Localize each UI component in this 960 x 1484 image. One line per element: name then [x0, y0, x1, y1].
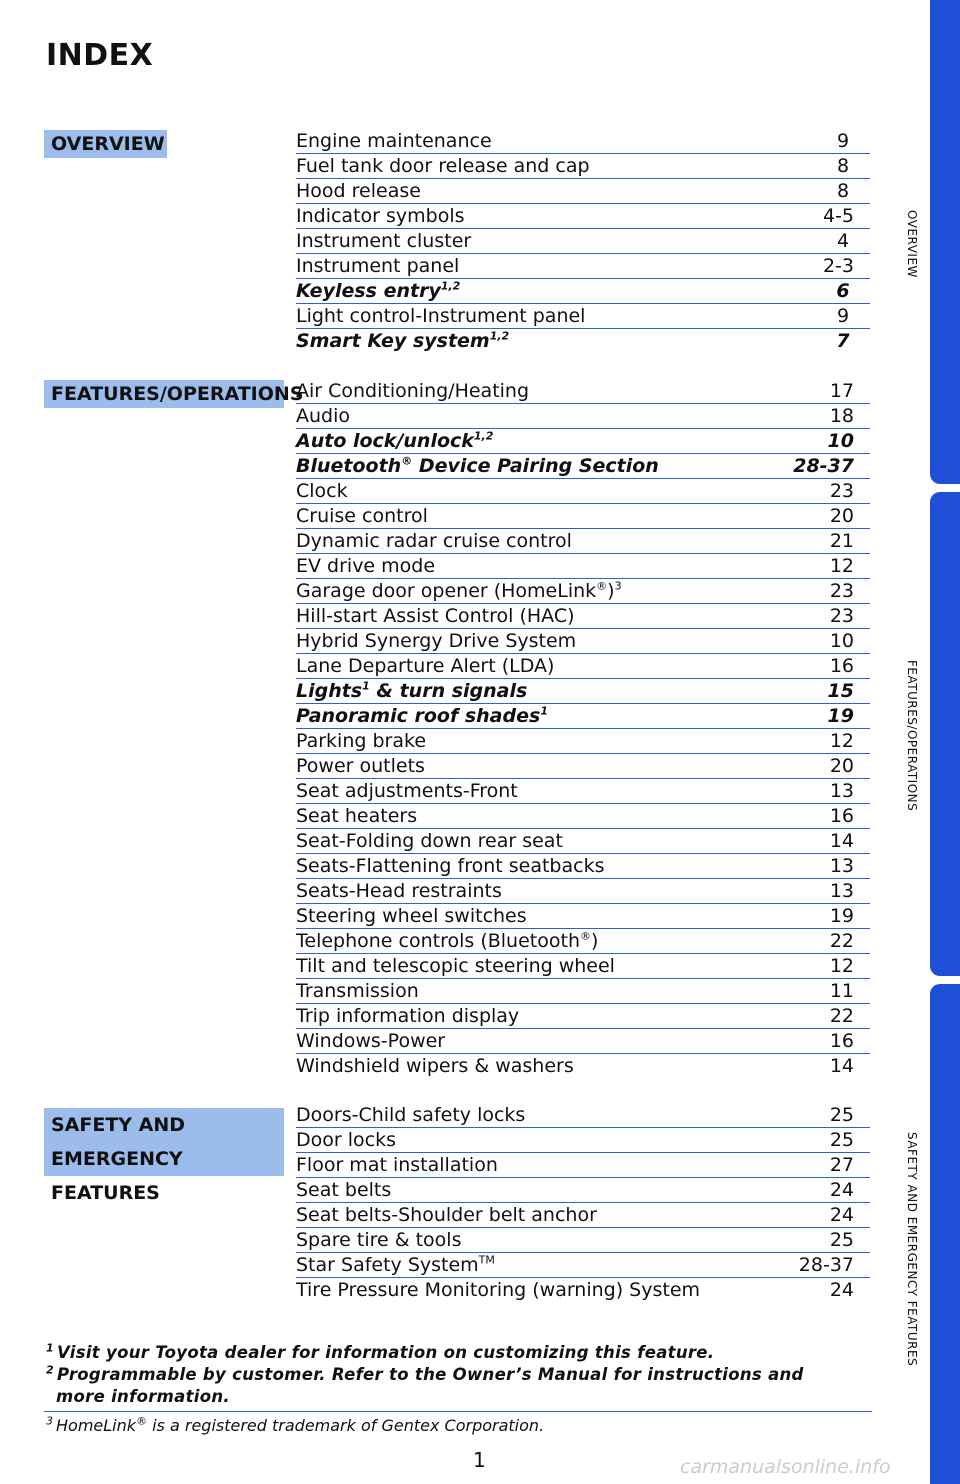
entry-page: 12	[829, 955, 854, 977]
page-number: 1	[473, 1448, 486, 1472]
entry-footnote-ref: TM	[478, 1253, 495, 1267]
entry-text: Power outlets	[296, 755, 425, 777]
entry-text: Telephone controls (Bluetooth	[296, 930, 580, 952]
entry-label	[296, 604, 575, 628]
entry-text: Smart Key system	[296, 330, 490, 352]
index-entry	[296, 604, 870, 629]
index-entry	[296, 654, 870, 679]
entry-text: Seat belts	[296, 1179, 392, 1201]
entry-page: 8	[836, 155, 850, 177]
entry-label	[296, 829, 563, 853]
entry-label	[296, 1203, 597, 1227]
entry-page: 8	[836, 180, 850, 202]
entry-label	[296, 1029, 445, 1053]
index-entry	[296, 179, 870, 204]
index-entry	[296, 454, 870, 479]
footnote-mark: 2	[46, 1363, 54, 1377]
entry-page: 10	[829, 630, 854, 652]
entry-text: Lights	[296, 680, 363, 702]
index-entry	[296, 379, 870, 404]
index-entry	[296, 479, 870, 504]
entry-label	[296, 1178, 391, 1202]
entry-page: 25	[829, 1129, 854, 1151]
entry-label	[296, 904, 527, 928]
entry-text: Door locks	[296, 1129, 396, 1151]
entry-label	[296, 954, 615, 978]
entry-text: Transmission	[296, 980, 419, 1002]
entry-label	[296, 679, 527, 703]
entry-label	[296, 579, 622, 603]
entry-text: Seat-Folding down rear seat	[296, 830, 563, 852]
entry-text: Parking brake	[296, 730, 427, 752]
entry-label	[296, 379, 529, 403]
index-entry	[296, 829, 870, 854]
index-entry	[296, 1203, 870, 1228]
entry-page: 12	[829, 730, 854, 752]
entry-label	[296, 204, 465, 228]
entry-page: 6	[836, 280, 850, 302]
footnote-text: Visit your Toyota dealer for information on customizing this feature.	[56, 1343, 715, 1362]
entry-text: Dynamic radar cruise control	[296, 530, 572, 552]
index-entry	[296, 1253, 870, 1278]
index-entry	[296, 554, 870, 579]
side-tab-features-operations[interactable]	[930, 492, 960, 976]
entry-text: Seat belts-Shoulder belt anchor	[296, 1204, 597, 1226]
entry-label	[296, 629, 576, 653]
footnote-2	[46, 1364, 804, 1408]
entry-footnote-ref: 1,2	[489, 329, 510, 343]
entry-text: Instrument panel	[296, 255, 460, 277]
index-entry	[296, 429, 870, 454]
index-entry	[296, 729, 870, 754]
entry-text: Trip information display	[296, 1005, 520, 1027]
entry-page: 13	[829, 780, 854, 802]
entry-text: Seat adjustments-Front	[296, 780, 518, 802]
footnote-text: HomeLink	[56, 1416, 137, 1435]
index-entry	[296, 154, 870, 179]
footnote-text-tail: is a registered trademark of Gentex Corporation.	[147, 1416, 545, 1435]
entry-page: 20	[829, 505, 854, 527]
overview-entries	[296, 129, 870, 354]
category-safety-emergency	[44, 1108, 284, 1204]
index-entry	[296, 329, 870, 354]
entry-text: Bluetooth	[296, 455, 402, 477]
entry-page: 10	[827, 430, 854, 452]
category-label: FEATURES/OPERATIONS	[51, 383, 304, 405]
side-tab-overview[interactable]	[930, 0, 960, 484]
entry-text: Panoramic roof shades	[296, 705, 541, 727]
entry-text-tail: Device Pairing Section	[412, 455, 659, 477]
footnote-divider	[44, 1411, 872, 1412]
entry-text: Doors-Child safety locks	[296, 1104, 526, 1126]
footnote-text-cont: more information.	[56, 1387, 230, 1406]
entry-label	[296, 179, 421, 203]
entry-footnote-ref: 1	[540, 704, 548, 718]
index-entry	[296, 1004, 870, 1029]
features-operations-entries	[296, 379, 870, 1079]
entry-page: 11	[829, 980, 854, 1002]
entry-page: 19	[829, 905, 854, 927]
entry-footnote-ref: 1,2	[440, 279, 461, 293]
index-entry	[296, 1054, 870, 1079]
entry-text: Star Safety System	[296, 1254, 479, 1276]
index-entry	[296, 804, 870, 829]
entry-superscript: ®	[596, 579, 608, 593]
entry-label	[296, 779, 518, 803]
entry-text: Hill-start Assist Control (HAC)	[296, 605, 575, 627]
index-entry	[296, 954, 870, 979]
category-label-line1: SAFETY AND	[51, 1114, 186, 1136]
entry-label	[296, 929, 598, 953]
entry-text: Cruise control	[296, 505, 428, 527]
index-entry	[296, 854, 870, 879]
entry-page: 16	[829, 655, 854, 677]
entry-page: 9	[836, 305, 850, 327]
entry-page: 4	[836, 230, 850, 252]
entry-label	[296, 1004, 519, 1028]
index-entry	[296, 1128, 870, 1153]
entry-text-tail: & turn signals	[369, 680, 528, 702]
footnote-mark: 3	[46, 1414, 53, 1428]
index-entry	[296, 304, 870, 329]
index-entry	[296, 1178, 870, 1203]
side-tab-label-safety: SAFETY AND EMERGENCY FEATURES	[905, 1132, 919, 1367]
side-tab-label-overview: OVERVIEW	[905, 210, 919, 278]
index-entry	[296, 254, 870, 279]
entry-page: 27	[829, 1154, 854, 1176]
page-title: INDEX	[46, 38, 154, 73]
index-entry	[296, 579, 870, 604]
entry-label	[296, 754, 425, 778]
footnote-1	[46, 1342, 714, 1364]
entry-label	[296, 529, 572, 553]
index-entry	[296, 1029, 870, 1054]
index-entry	[296, 1153, 870, 1178]
entry-text: Indicator symbols	[296, 205, 465, 227]
entry-page: 25	[829, 1104, 854, 1126]
entry-page: 13	[829, 855, 854, 877]
index-entry	[296, 704, 870, 729]
safety-emergency-entries	[296, 1103, 870, 1303]
index-entry	[296, 629, 870, 654]
entry-page: 2-3	[822, 255, 854, 277]
watermark: carmanualsonline.info	[680, 1456, 891, 1478]
entry-superscript: 1	[362, 679, 370, 693]
entry-label	[296, 1253, 495, 1277]
entry-text: Seat heaters	[296, 805, 418, 827]
entry-page: 22	[829, 930, 854, 952]
entry-label	[296, 1054, 574, 1078]
entry-text: Seats-Flattening front seatbacks	[296, 855, 605, 877]
entry-page: 16	[829, 1030, 854, 1052]
entry-text: Garage door opener (HomeLink	[296, 580, 597, 602]
index-entry	[296, 129, 870, 154]
index-entry	[296, 879, 870, 904]
entry-superscript: ®	[579, 929, 591, 943]
entry-text: Seats-Head restraints	[296, 880, 502, 902]
entry-label	[296, 304, 585, 328]
entry-label	[296, 1153, 498, 1177]
entry-text: Audio	[296, 405, 351, 427]
entry-footnote-ref: 3	[614, 579, 622, 593]
index-entry	[296, 754, 870, 779]
entry-page: 20	[829, 755, 854, 777]
index-entry	[296, 1228, 870, 1253]
entry-label	[296, 404, 350, 428]
entry-page: 25	[829, 1229, 854, 1251]
entry-label	[296, 854, 604, 878]
entry-label	[296, 329, 509, 353]
side-tab-label-features: FEATURES/OPERATIONS	[905, 660, 919, 812]
entry-label	[296, 1103, 525, 1127]
entry-page: 7	[836, 330, 850, 352]
entry-text: Keyless entry	[296, 280, 441, 302]
entry-page: 23	[829, 580, 854, 602]
entry-label	[296, 729, 426, 753]
entry-text: Floor mat installation	[296, 1154, 498, 1176]
entry-label	[296, 454, 659, 478]
entry-page: 24	[829, 1179, 854, 1201]
entry-page: 14	[829, 1055, 854, 1077]
entry-text: Tire Pressure Monitoring (warning) System	[296, 1279, 701, 1301]
entry-page: 14	[829, 830, 854, 852]
footnote-3	[46, 1416, 544, 1435]
entry-label	[296, 1278, 700, 1302]
entry-text: Windshield wipers & washers	[296, 1055, 574, 1077]
index-entry	[296, 529, 870, 554]
index-entry	[296, 204, 870, 229]
entry-label	[296, 154, 590, 178]
footnote-text: Programmable by customer. Refer to the Owner’s Manual for instructions and	[56, 1365, 804, 1384]
entry-text: Light control-Instrument panel	[296, 305, 586, 327]
entry-text: Hood release	[296, 180, 421, 202]
entry-label	[296, 479, 348, 503]
entry-page: 4-5	[822, 205, 854, 227]
entry-page: 9	[836, 130, 850, 152]
entry-text: Hybrid Synergy Drive System	[296, 630, 577, 652]
entry-page: 12	[829, 555, 854, 577]
entry-text: Spare tire & tools	[296, 1229, 462, 1251]
index-entry	[296, 779, 870, 804]
entry-label	[296, 429, 493, 453]
entry-page: 21	[829, 530, 854, 552]
entry-text: Instrument cluster	[296, 230, 472, 252]
entry-label	[296, 504, 428, 528]
entry-label	[296, 554, 435, 578]
entry-page: 17	[829, 380, 854, 402]
index-entry	[296, 1278, 870, 1303]
entry-text: Clock	[296, 480, 348, 502]
entry-text: Auto lock/unlock	[296, 430, 474, 452]
entry-page: 23	[829, 605, 854, 627]
entry-page: 24	[829, 1279, 854, 1301]
category-overview	[44, 130, 167, 158]
index-entry	[296, 504, 870, 529]
index-entry	[296, 404, 870, 429]
entry-label	[296, 229, 471, 253]
entry-label	[296, 129, 492, 153]
index-entry	[296, 1103, 870, 1128]
entry-label	[296, 254, 459, 278]
entry-superscript: ®	[401, 454, 413, 468]
entry-page: 19	[827, 705, 854, 727]
category-label-line2: EMERGENCY FEATURES	[51, 1148, 183, 1204]
entry-label	[296, 279, 460, 303]
entry-label	[296, 804, 417, 828]
category-features-operations	[44, 380, 304, 408]
index-entry	[296, 229, 870, 254]
entry-footnote-ref: 1,2	[473, 429, 494, 443]
side-tab-safety-emergency[interactable]	[930, 984, 960, 1484]
index-entry	[296, 979, 870, 1004]
entry-page: 28-37	[793, 455, 854, 477]
index-entry	[296, 929, 870, 954]
entry-text: Tilt and telescopic steering wheel	[296, 955, 615, 977]
entry-label	[296, 879, 502, 903]
entry-label	[296, 704, 548, 728]
entry-page: 15	[827, 680, 854, 702]
entry-label	[296, 1228, 461, 1252]
footnote-mark: 1	[46, 1341, 54, 1355]
entry-text: Windows-Power	[296, 1030, 446, 1052]
entry-text: Steering wheel switches	[296, 905, 527, 927]
entry-page: 23	[829, 480, 854, 502]
entry-page: 13	[829, 880, 854, 902]
entry-text: Fuel tank door release and cap	[296, 155, 590, 177]
entry-text: Lane Departure Alert (LDA)	[296, 655, 555, 677]
entry-page: 24	[829, 1204, 854, 1226]
index-entry	[296, 904, 870, 929]
entry-text: Engine maintenance	[296, 130, 492, 152]
entry-label	[296, 979, 419, 1003]
entry-text-tail: )	[607, 580, 615, 602]
entry-text-tail: )	[590, 930, 599, 952]
entry-page: 28-37	[798, 1254, 854, 1276]
registered-mark: ®	[136, 1414, 148, 1428]
entry-label	[296, 1128, 396, 1152]
category-label: OVERVIEW	[51, 133, 165, 155]
entry-page: 22	[829, 1005, 854, 1027]
entry-text: Air Conditioning/Heating	[296, 380, 530, 402]
entry-page: 16	[829, 805, 854, 827]
entry-page: 18	[829, 405, 854, 427]
entry-label	[296, 654, 554, 678]
entry-text: EV drive mode	[296, 555, 436, 577]
index-entry	[296, 279, 870, 304]
index-entry	[296, 679, 870, 704]
